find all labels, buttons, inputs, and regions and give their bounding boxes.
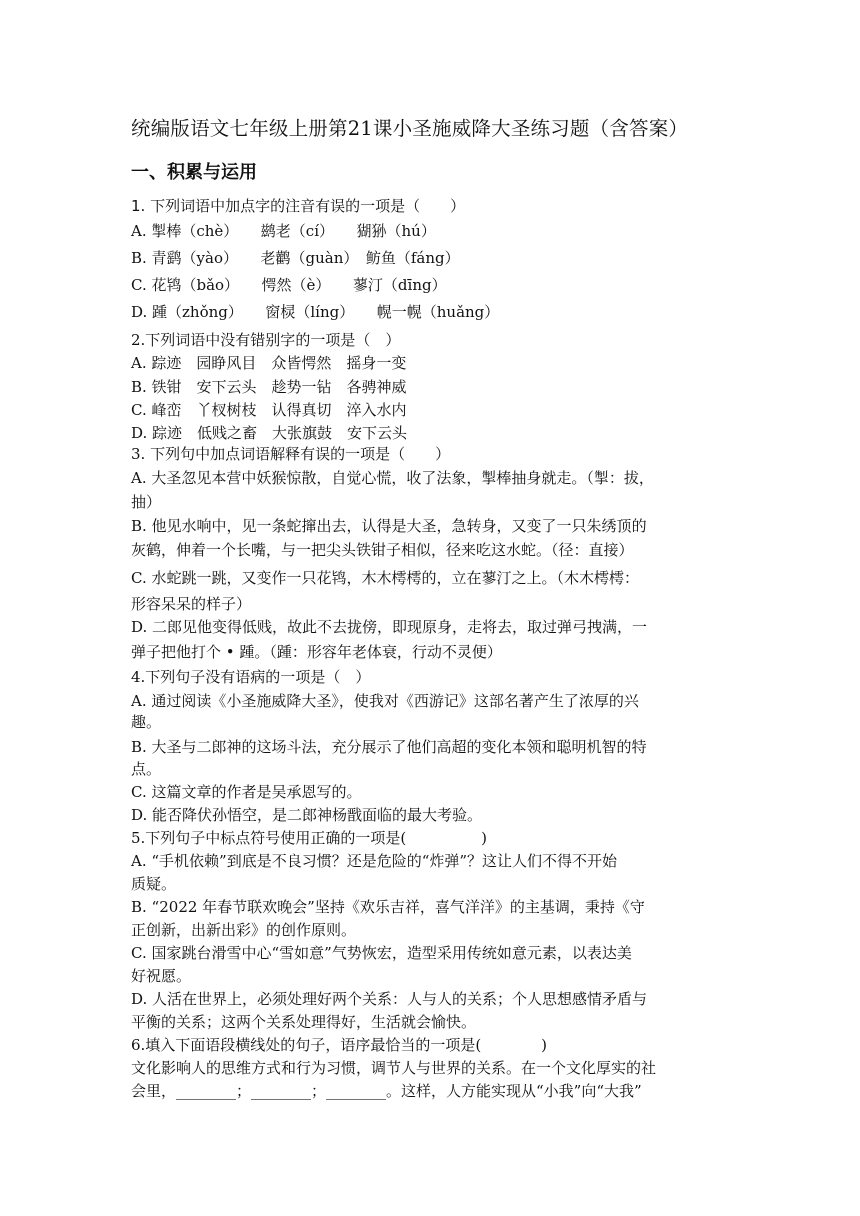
question-5-option-d-line2: 平衡的关系；这两个关系处理得好，生活就会愉快。 (131, 1013, 477, 1031)
question-5-option-b-line2: 正创新，出新出彩》的创作原则。 (131, 921, 357, 939)
question-1-option-c: C. 花鸨（bǎo） 愕然（è） 蓼汀（dīng） (131, 276, 447, 294)
question-2-stem: 2.下列词语中没有错别字的一项是（ ） (131, 331, 401, 349)
question-3-option-d-line1: D. 二郎见他变得低贱，故此不去拢傍，即现原身，走将去，取过弹弓拽满，一 (131, 618, 648, 636)
question-2-option-d: D. 踪迹 低贱之畜 大张旗鼓 安下云头 (131, 424, 408, 442)
question-1-option-b: B. 青鹞（yào） 老鹳（guàn） 鲂鱼（fáng） (131, 249, 460, 267)
question-3-option-c-line2: 形容呆呆的样子） (131, 595, 252, 613)
question-3-option-c-line1: C. 水蛇跳一跳，又变作一只花鸨，木木樗樗的，立在蓼汀之上。（木木樗樗： (131, 569, 639, 587)
question-2-option-a: A. 踪迹 园睁风目 众皆愕然 摇身一变 (131, 354, 407, 372)
question-6-passage-line1: 文化影响人的思维方式和行为习惯，调节人与世界的关系。在一个文化厚实的社 (131, 1059, 657, 1077)
question-4-stem: 4.下列句子没有语病的一项是（ ） (131, 668, 371, 686)
question-5-option-b-line1: B. “2022 年春节联欢晚会”坚持《欢乐吉祥，喜气洋洋》的主基调，秉持《守 (131, 898, 645, 916)
question-3-option-b-line1: B. 他见水响中，见一条蛇撺出去，认得是大圣，急转身，又变了一只朱绣顶的 (131, 517, 647, 535)
question-4-option-d: D. 能否降伏孙悟空，是二郎神杨戬面临的最大考验。 (131, 806, 483, 824)
question-1-option-d: D. 踵（zhǒng） 窗棂（líng） 幌一幌（huǎng） (131, 303, 500, 321)
question-4-option-a-line2: 趣。 (131, 713, 162, 731)
question-6-passage-line2: 会里，________；________；________。这样，人方能实现从“小我”向“大我” (131, 1082, 642, 1100)
question-4-option-b-line2: 点。 (131, 760, 162, 778)
question-4-option-a-line1: A. 通过阅读《小圣施威降大圣》，使我对《西游记》这部名著产生了浓厚的兴 (131, 692, 639, 710)
question-3-option-a-line2: 抽） (131, 493, 162, 511)
question-5-option-a-line1: A. “手机依赖”到底是不良习惯？还是危险的“炸弹”？这让人们不得不开始 (131, 852, 618, 870)
question-5-option-c-line1: C. 国家跳台滑雪中心“雪如意”气势恢宏，造型采用传统如意元素，以表达美 (131, 944, 632, 962)
question-3-option-d-line2: 弹子把他打个 • 踵。（踵：形容年老体衰，行动不灵便） (131, 643, 502, 661)
question-3-option-b-line2: 灰鹤，伸着一个长嘴，与一把尖头铁钳子相似，径来吃这水蛇。（径：直接） (131, 541, 634, 559)
question-3-stem: 3. 下列句中加点词语解释有误的一项是（ ） (131, 445, 451, 463)
question-2-option-c: C. 峰峦 丫杈树枝 认得真切 淬入水内 (131, 401, 407, 419)
question-5-option-c-line2: 好祝愿。 (131, 967, 192, 985)
question-4-option-c: C. 这篇文章的作者是吴承恩写的。 (131, 783, 362, 801)
question-5-stem: 5.下列句子中标点符号使用正确的一项是( ) (131, 829, 488, 847)
document-title: 统编版语文七年级上册第21课小圣施威降大圣练习题（含答案） (131, 117, 689, 140)
question-3-option-a-line1: A. 大圣忽见本营中妖猴惊散，自觉心慌，收了法象，掣棒抽身就走。（掣：拔， (131, 469, 654, 487)
question-1-stem: 1. 下列词语中加点字的注音有误的一项是（ ） (131, 197, 466, 215)
question-1-option-a: A. 掣棒（chè） 鹚老（cí） 猢狲（hú） (131, 222, 436, 240)
question-6-stem: 6.填入下面语段横线处的句子，语序最恰当的一项是( ) (131, 1036, 548, 1054)
section-heading: 一、积累与运用 (131, 162, 257, 183)
question-5-option-d-line1: D. 人活在世界上，必须处理好两个关系：人与人的关系；个人思想感情矛盾与 (131, 990, 648, 1008)
question-5-option-a-line2: 质疑。 (131, 875, 177, 893)
question-4-option-b-line1: B. 大圣与二郎神的这场斗法，充分展示了他们高超的变化本领和聪明机智的特 (131, 738, 647, 756)
question-2-option-b: B. 铁钳 安下云头 趁势一钻 各骋神威 (131, 378, 407, 396)
